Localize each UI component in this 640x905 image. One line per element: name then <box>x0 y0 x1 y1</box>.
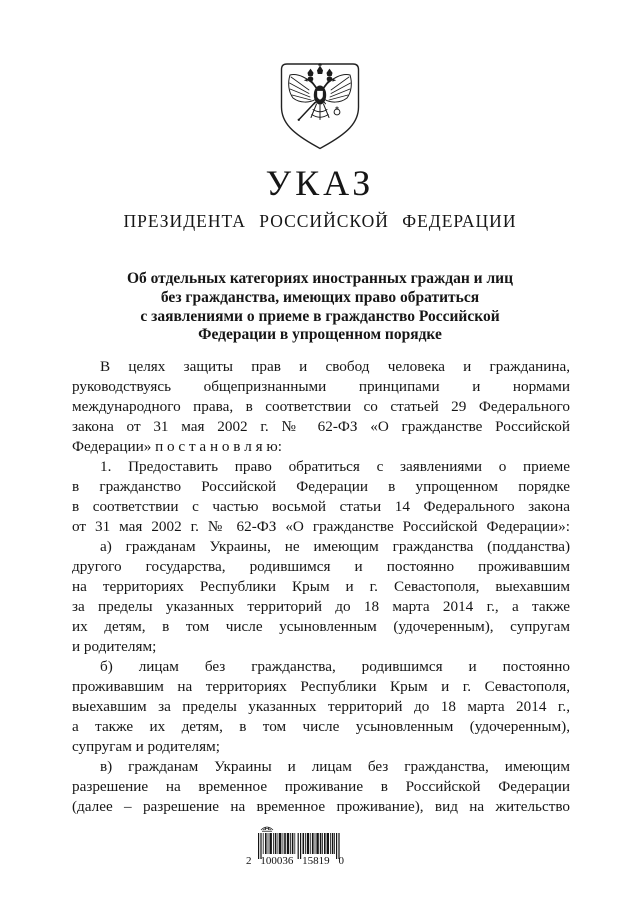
barcode-digits <box>246 856 344 867</box>
decree-body <box>72 357 570 817</box>
publication-barcode <box>246 824 344 867</box>
decree-title-line: Федерации в упрощенном порядке <box>198 326 442 344</box>
body-line: в соответствии с частью восьмой статьи 14 Федерального закона <box>72 498 570 515</box>
body-line: за пределы указанных территорий до 18 марта 2014 г., а также <box>72 598 570 615</box>
issuer-line: ПРЕЗИДЕНТА РОССИЙСКОЙ ФЕДЕРАЦИИ <box>123 211 517 231</box>
decree-title-line: без гражданства, имеющих право обратиться <box>160 288 480 306</box>
publisher-mark-icon <box>260 824 274 832</box>
barcode-digit-group: 0 <box>338 855 344 867</box>
barcode-digit-group: 100036 <box>260 855 294 867</box>
body-line: их детям, в том числе усыновленным (удочеренным), супругам <box>72 618 570 635</box>
body-line: выехавшим за пределы указанных территорий до 18 марта 2014 г., <box>72 698 570 715</box>
coat-of-arms-icon <box>280 62 360 150</box>
body-line: а) гражданам Украины, не имеющим гражданства (подданства) <box>100 538 570 555</box>
body-line: на территориях Республики Крым и г. Севастополя, выехавшим <box>72 578 570 595</box>
body-line: В целях защиты прав и свобод человека и гражданина, <box>100 358 570 375</box>
body-line: руководствуясь общепризнанными принципами и нормами <box>72 378 570 395</box>
body-line: международного права, в соответствии со статьей 29 Федерального <box>72 398 570 415</box>
body-line: б) лицам без гражданства, родившимся и постоянно <box>100 658 570 675</box>
barcode-digit-group: 15819 <box>302 855 330 867</box>
body-line: супругам и родителям; <box>72 738 220 755</box>
decree-title-line: с заявлениями о приеме в гражданство Российской <box>140 307 500 325</box>
body-line: 1. Предоставить право обратиться с заявлениями о приеме <box>100 458 570 475</box>
body-line: Федерации» п о с т а н о в л я ю: <box>72 438 282 455</box>
barcode-digit-group: 2 <box>246 855 252 867</box>
body-line: закона от 31 мая 2002 г. № 62-ФЗ «О гражданстве Российской <box>72 418 570 435</box>
body-line: в) гражданам Украины и лицам без гражданства, имеющим <box>100 758 570 775</box>
body-line: разрешение на временное проживание в Российской Федерации <box>72 778 570 795</box>
decree-title <box>70 270 570 345</box>
body-line: и родителям; <box>72 638 157 655</box>
decree-title-line: Об отдельных категориях иностранных граждан и лиц <box>126 270 514 287</box>
body-line: а также их детям, в том числе усыновленным (удочеренным), <box>72 718 570 735</box>
body-line: от 31 мая 2002 г. № 62-ФЗ «О гражданстве Российской Федерации»: <box>72 518 570 535</box>
document-type-title: УКАЗ <box>265 163 375 203</box>
body-line: (далее – разрешение на временное проживание), вид на жительство <box>72 798 570 815</box>
body-line: в гражданство Российской Федерации в упрощенном порядке <box>72 478 570 495</box>
body-line: другого государства, родившимся и постоянно проживавшим <box>72 558 570 575</box>
body-line: проживавшим на территориях Республики Крым и г. Севастополя, <box>72 678 570 695</box>
